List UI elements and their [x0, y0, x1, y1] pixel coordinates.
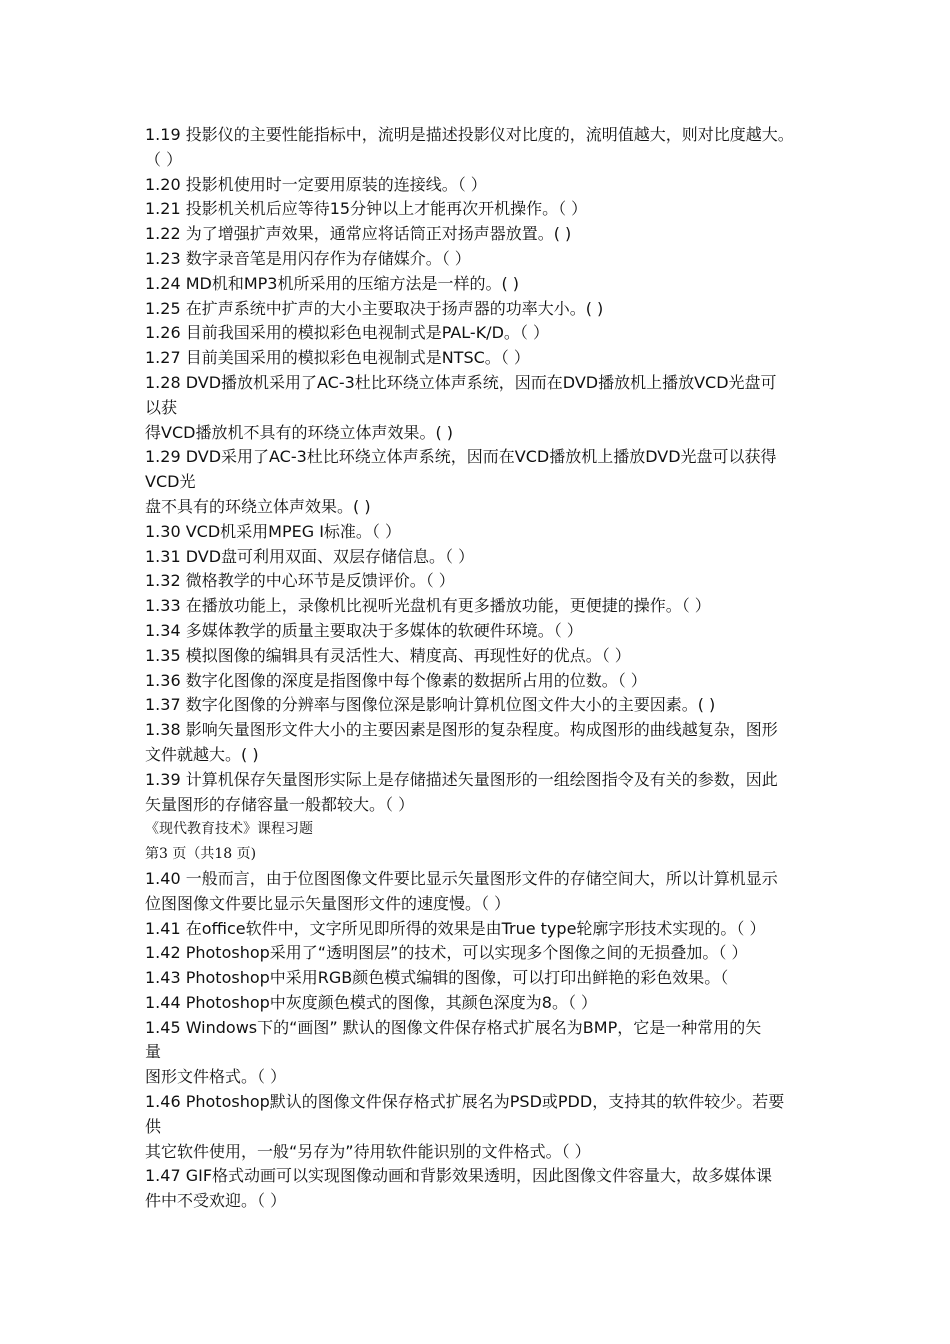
text-line: 1.46 Photoshop默认的图像文件保存格式扩展名为PSD或PDD，支持其的软件较少。若要 — [145, 1092, 785, 1112]
page-number: 第3 页（共18 页) — [145, 846, 257, 863]
text-line: 1.29 DVD采用了AC-3杜比环绕立体声系统，因而在VCD播放机上播放DVD光盘可以获得 — [145, 447, 777, 467]
text-line: 1.39 计算机保存矢量图形实际上是存储描述矢量图形的一组绘图指令及有关的参数，因此 — [145, 769, 778, 789]
text-line: 1.22 为了增强扩声效果，通常应将话筒正对扬声器放置。( ) — [145, 224, 572, 244]
text-line: 1.25 在扩声系统中扩声的大小主要取决于扬声器的功率大小。( ) — [145, 298, 604, 318]
text-line: 件中不受欢迎。（ ） — [145, 1191, 287, 1211]
text-line: 量 — [145, 1042, 162, 1062]
document-body — [145, 123, 817, 1214]
text-line: 1.19 投影仪的主要性能指标中，流明是描述投影仪对比度的，流明值越大，则对比度越大。 — [145, 125, 794, 144]
text-line: 盘不具有的环绕立体声效果。( ) — [145, 496, 371, 516]
text-line: 1.34 多媒体教学的质量主要取决于多媒体的软硬件环境。（ ） — [145, 620, 583, 640]
text-line: 1.24 MD机和MP3机所采用的压缩方法是一样的。( ) — [145, 273, 520, 293]
text-line: 1.47 GIF格式动画可以实现图像动画和背影效果透明，因此图像文件容量大，故多媒体课 — [145, 1166, 773, 1186]
text-line: 图形文件格式。（ ） — [145, 1067, 287, 1087]
text-line: 其它软件使用，一般“另存为”待用软件能识别的文件格式。（ ） — [145, 1141, 591, 1161]
text-line: 1.45 Windows下的“画图” 默认的图像文件保存格式扩展名为BMP，它是一种常用的矢 — [145, 1017, 762, 1037]
course-title: 《现代教育技术》课程习题 — [145, 821, 313, 838]
text-line: 1.30 VCD机采用MPEG I标准。（ ） — [145, 521, 402, 541]
text-line: 1.20 投影机使用时一定要用原装的连接线。（ ） — [145, 174, 487, 194]
text-line: 以获 — [145, 397, 178, 417]
text-line: 1.37 数字化图像的分辨率与图像位深是影响计算机位图文件大小的主要因素。( ) — [145, 695, 716, 715]
text-line: 1.42 Photoshop采用了“透明图层”的技术，可以实现多个图像之间的无损叠加。（ ） — [145, 943, 748, 963]
text-line: 位图图像文件要比显示矢量图形文件的速度慢。（ ） — [145, 893, 511, 913]
text-line: VCD光 — [145, 472, 196, 492]
text-line: 1.23 数字录音笔是用闪存作为存储媒介。（ ） — [145, 248, 471, 268]
text-line: 矢量图形的存储容量一般都较大。（ ） — [145, 794, 415, 814]
text-line: 供 — [145, 1116, 162, 1136]
text-line: 1.33 在播放功能上，录像机比视听光盘机有更多播放功能，更便捷的操作。（ ） — [145, 596, 711, 616]
text-line: 文件就越大。( ) — [145, 744, 259, 764]
text-line: 1.38 影响矢量图形文件大小的主要因素是图形的复杂程度。构成图形的曲线越复杂，图形 — [145, 720, 778, 740]
text-line: 1.28 DVD播放机采用了AC-3杜比环绕立体声系统，因而在DVD播放机上播放VCD光盘可 — [145, 372, 777, 392]
text-line: 1.26 目前我国采用的模拟彩色电视制式是PAL-K/D。（ ） — [145, 323, 549, 343]
text-line: 1.36 数字化图像的深度是指图像中每个像素的数据所占用的位数。（ ） — [145, 670, 647, 690]
text-line: 1.27 目前美国采用的模拟彩色电视制式是NTSC。（ ） — [145, 348, 530, 368]
text-line: 1.31 DVD盘可利用双面、双层存储信息。（ ） — [145, 546, 475, 566]
text-line: 1.32 微格教学的中心环节是反馈评价。（ ） — [145, 571, 455, 591]
text-line: 1.35 模拟图像的编辑具有灵活性大、精度高、再现性好的优点。（ ） — [145, 645, 631, 665]
text-line: 1.40 一般而言，由于位图图像文件要比显示矢量图形文件的存储空间大，所以计算机显示 — [145, 868, 778, 888]
text-line: （ ） — [145, 149, 183, 169]
text-line: 1.21 投影机关机后应等待15分钟以上才能再次开机操作。（ ） — [145, 199, 588, 219]
text-line: 1.44 Photoshop中灰度颜色模式的图像，其颜色深度为8。（ ） — [145, 992, 598, 1012]
text-line: 1.43 Photoshop中采用RGB颜色模式编辑的图像，可以打印出鲜艳的彩色效果。（ — [145, 968, 729, 988]
text-line: 1.41 在office软件中，文字所见即所得的效果是由True type轮廓字形技术实现的。（ ） — [145, 918, 766, 938]
text-line: 得VCD播放机不具有的环绕立体声效果。( ) — [145, 422, 454, 442]
